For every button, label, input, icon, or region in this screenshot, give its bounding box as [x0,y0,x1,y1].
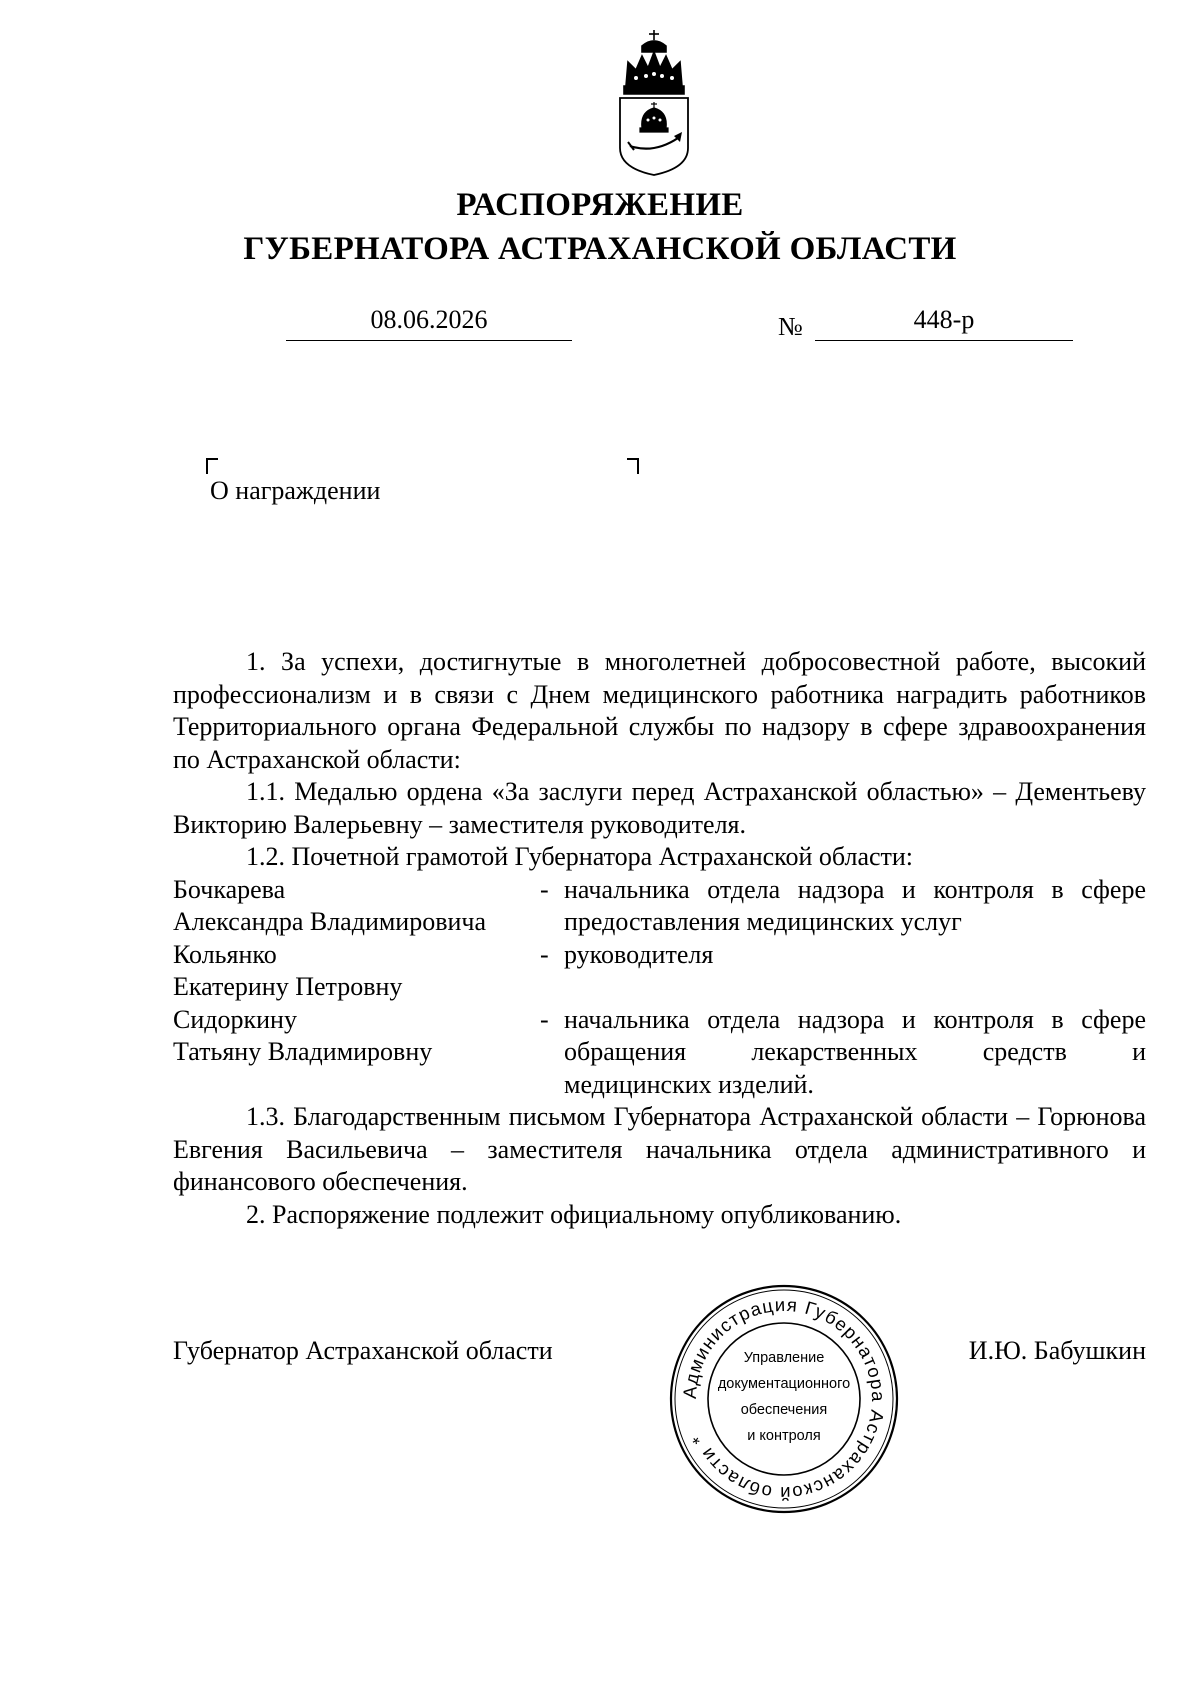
seal-inner-line: и контроля [747,1428,821,1444]
subject-bracket-left [206,458,218,474]
awardee-row [173,874,1146,939]
awardee-position-line: обращения лекарственных средств и [564,1037,1146,1066]
awardee-row [173,939,1146,1004]
date-underline [286,340,572,341]
awardee-given-names: Татьяну Владимировну [173,1037,433,1066]
paragraph-1-1: 1.1. Медалью ордена «За заслуги перед Астраханской областью» – Дементьеву Викторию Валерьевну – заместителя руководителя. [173,777,1146,839]
paragraph-2: 2. Распоряжение подлежит официальному опубликованию. [246,1199,902,1229]
signatory-name: И.Ю. Бабушкин [968,1336,1146,1365]
awardee-position [564,939,1146,1004]
paragraph-1-3: 1.3. Благодарственным письмом Губернатора Астраханской области – Горюнова Евгения Васильевича – заместителя начальника отдела административного и финансового обеспечения. [173,1102,1146,1196]
awardee-surname: Сидоркину [173,1004,297,1034]
seal-inner-line: документационного [717,1376,851,1392]
awardee-given-names: Екатерину Петровну [173,972,403,1001]
awardee-name [173,874,536,939]
awardee-position-line: руководителя [564,939,714,969]
awardee-dash: - [540,874,549,904]
document-type-title: РАСПОРЯЖЕНИЕ [456,187,744,223]
document-date: 08.06.2026 [370,305,488,334]
number-sign: № [778,312,803,341]
awardee-surname: Кольянко [173,939,277,969]
document-body [173,646,1146,1231]
awardee-name [173,939,536,1004]
seal-ring-text: Администрация Губернатора Астраханской области * [678,1293,890,1505]
awardee-position-line: начальника отдела надзора и контроля в сфере [564,1004,1146,1034]
document-subject: О награждении [210,476,381,505]
paragraph-1-2: 1.2. Почетной грамотой Губернатора Астраханской области: [246,842,914,871]
awardee-position-line: предоставления медицинских услуг [564,907,962,936]
awardee-position-line: медицинских изделий. [564,1069,814,1099]
issuer-title: ГУБЕРНАТОРА АСТРАХАНСКОЙ ОБЛАСТИ [243,231,957,267]
subject-bracket-right [627,458,639,474]
coat-of-arms-icon [614,28,694,178]
awardee-surname: Бочкарева [173,874,286,904]
awardee-position [564,1004,1146,1102]
seal-inner-text [710,1345,858,1449]
awardee-dash: - [540,939,549,969]
paragraph-1: 1. За успехи, достигнутые в многолетней добросовестной работе, высокий профессионализм и в связи с Днем медицинского работника наградить работников Территориального органа Федеральной службы по надзору в сфере здравоохранения по Астраханской области: [173,647,1146,774]
document-number: 448-р [913,305,975,334]
signatory-position: Губернатор Астраханской области [173,1336,553,1365]
awardee-given-names: Александра Владимировича [173,907,487,936]
awardee-row [173,1004,1146,1102]
seal-inner-line: Управление [743,1350,825,1366]
awardee-position-line: начальника отдела надзора и контроля в сфере [564,874,1146,904]
awardee-position [564,874,1146,939]
number-underline [815,340,1073,341]
awardee-name [173,1004,536,1102]
awardee-dash: - [540,1004,549,1034]
seal-inner-line: обеспечения [740,1402,828,1418]
